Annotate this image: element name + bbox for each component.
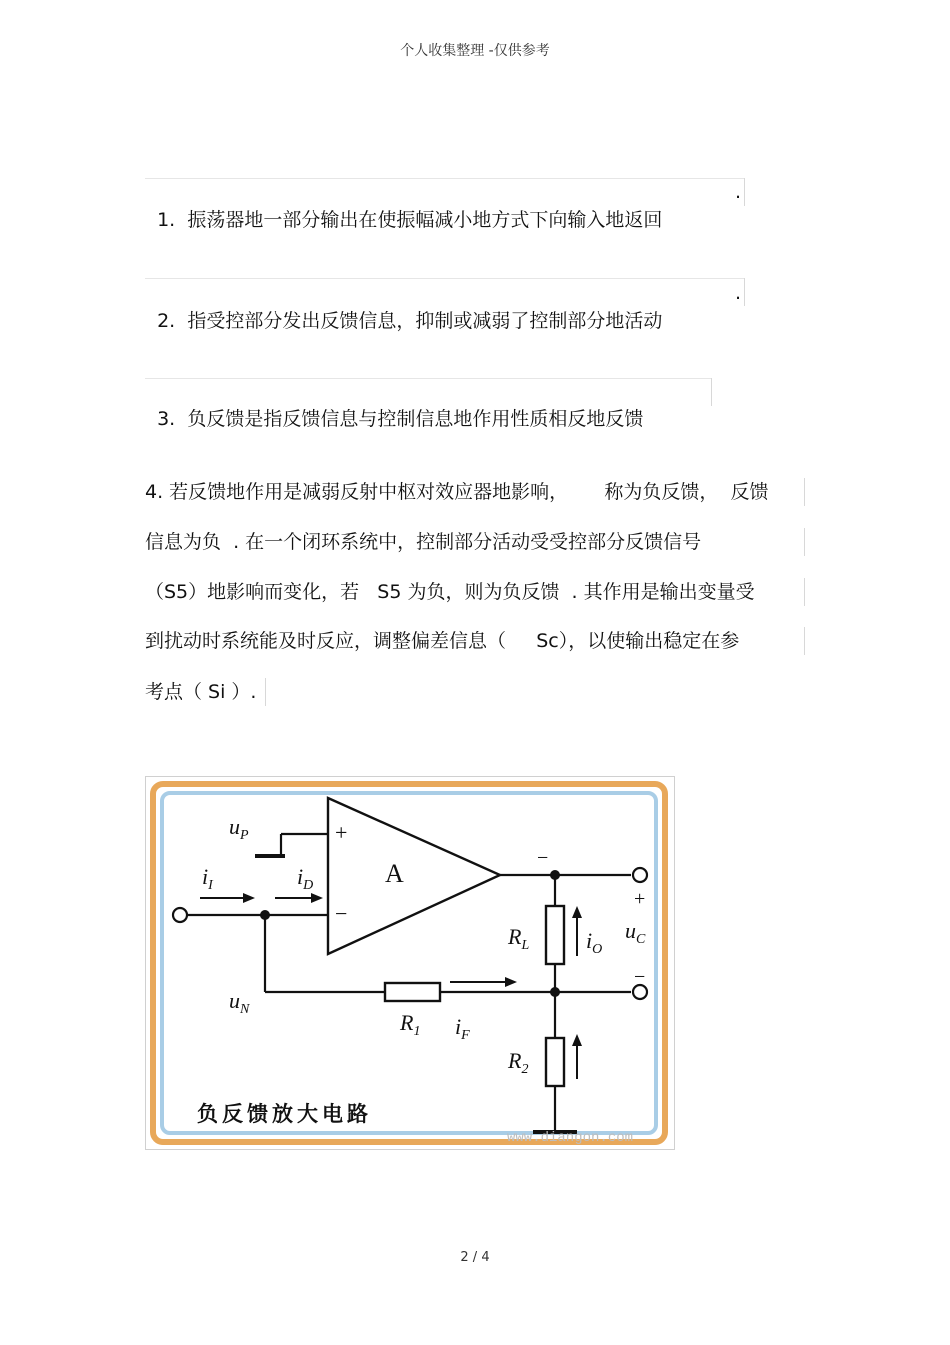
label-uc-sub: C [636,932,646,947]
page-header: 个人收集整理 -仅供参考 [400,43,550,59]
label-uc-minus: − [634,966,646,988]
output-terminal-top [633,868,647,882]
label-ii-sub: I [208,878,213,893]
label-id: i [297,864,304,889]
paragraph-4-line-4: 到扰动时系统能及时反应，调整偏差信息（ Sc），以使输出稳定在参 [145,630,740,652]
paragraph-4-line-5: 考点（ Si ）. [145,681,257,703]
list-item-3 [145,377,643,433]
page-number: 2 / 4 [460,1250,490,1265]
negative-feedback-amplifier-diagram [145,776,675,1150]
item-1-end: . [735,181,742,203]
item-1-edge [744,178,745,206]
label-amplifier: A [385,859,404,888]
item-1-text: 振荡器地一部分输出在使振幅减小地方式下向输入地返回 [187,209,663,231]
p4-edge-3 [804,578,805,606]
label-up: u [229,814,240,839]
label-ii: i [202,864,209,889]
label-if: i [455,1014,462,1039]
resistor-r1 [385,983,440,1001]
paragraph-4-line-1: 4. 若反馈地作用是减弱反射中枢对效应器地影响， 称为负反馈， 反馈 [145,481,769,503]
input-terminal [173,908,187,922]
item-3-number: 3. [157,408,176,430]
label-uc: u [625,918,636,943]
item-2-number: 2. [157,310,176,332]
item-3-edge [711,378,712,406]
p4-edge-2 [804,528,805,556]
label-un: u [229,988,240,1013]
input-node [260,910,270,920]
list-item-2 [145,279,662,335]
paragraph-4-line-3: （S5）地影响而变化，若 S5 为负，则为负反馈 . 其作用是输出变量受 [145,581,755,603]
paragraph-4-line-2: 信息为负 . 在一个闭环系统中，控制部分活动受受控部分反馈信号 [145,531,702,553]
resistor-r2 [546,1038,564,1086]
p4-edge-1 [804,478,805,506]
label-r2: R [508,1048,522,1073]
p4-edge-5 [265,678,266,706]
figure-watermark: www.diangon.com [507,1130,634,1146]
label-un-sub: N [240,1002,250,1017]
item-1-number: 1. [157,209,176,231]
label-uc-plus: + [634,888,646,910]
resistor-rl [546,906,564,964]
label-r1: R [400,1010,414,1035]
p4-edge-4 [804,627,805,655]
circuit-figure [145,776,675,1150]
feedback-node [550,987,560,997]
label-output-minus: − [537,847,549,869]
figure-caption: 负反馈放大电路 [197,1102,372,1126]
label-r1-sub: 1 [413,1024,421,1039]
label-minus-input: − [335,901,348,926]
item-3-text: 负反馈是指反馈信息与控制信息地作用性质相反地反馈 [187,408,644,430]
label-plus-input: + [335,820,348,845]
label-rl-sub: L [521,938,530,953]
list-item-1 [145,178,662,234]
item-2-edge [744,278,745,306]
label-id-sub: D [303,878,314,893]
label-io-sub: O [592,942,603,957]
label-io: i [586,928,593,953]
output-node [550,870,560,880]
label-if-sub: F [461,1028,470,1043]
label-r2-sub: 2 [521,1062,529,1077]
label-up-sub: P [240,828,249,843]
label-rl: R [508,924,522,949]
item-2-text: 指受控部分发出反馈信息，抑制或减弱了控制部分地活动 [187,310,663,332]
item-2-end: . [735,282,742,304]
